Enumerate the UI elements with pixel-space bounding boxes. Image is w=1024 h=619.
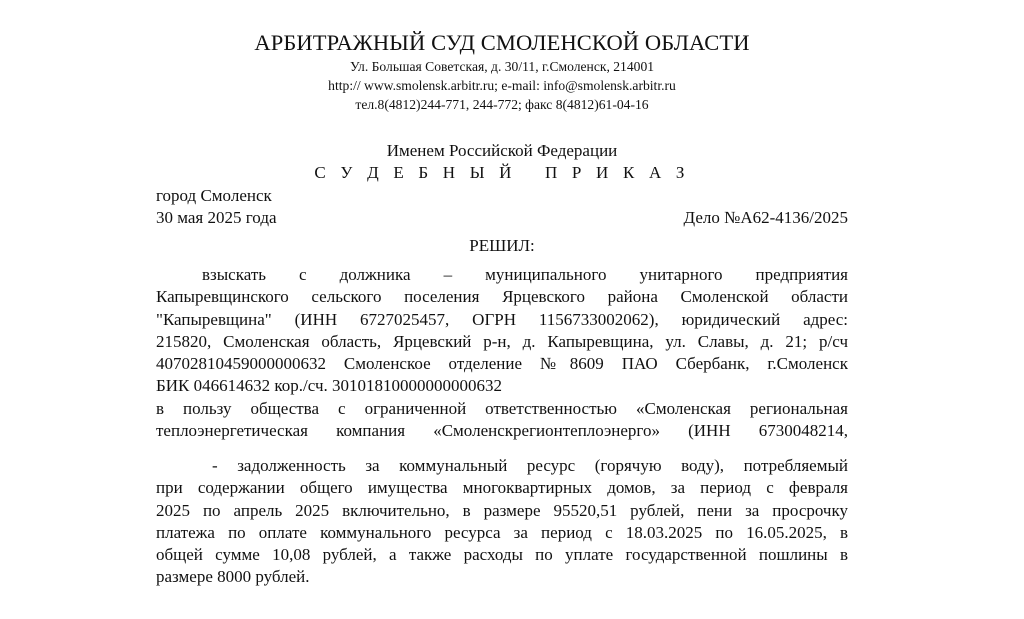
court-web-email: http:// www.smolensk.arbitr.ru; e-mail: info@smolensk.arbitr.ru (328, 78, 676, 93)
paragraph-line: взыскать с должника – муниципального унитарного предприятия (202, 265, 848, 284)
court-name: АРБИТРАЖНЫЙ СУД СМОЛЕНСКОЙ ОБЛАСТИ (254, 30, 750, 55)
paragraph-line: платежа по оплате коммунального ресурса за период с 18.03.2025 по 16.05.2025, в (156, 522, 848, 542)
paragraph-line: БИК 046614632 кор./сч. 30101810000000000632 (156, 376, 503, 396)
paragraph-line: при содержании общего имущества многоквартирных домов, за период с февраля (156, 478, 848, 498)
paragraph-line: в пользу общества с ограниченной ответственностью «Смоленская региональная (156, 398, 848, 418)
court-address: Ул. Большая Советская, д. 30/11, г.Смоленск, 214001 (349, 59, 655, 74)
paragraph-line: общей сумме 10,08 рублей, а также расходы по уплате государственной пошлины в (156, 545, 848, 565)
debtor-paragraph (156, 264, 848, 442)
city: город Смоленск (156, 186, 272, 205)
paragraph-line: "Капыревщина" (ИНН 6727025457, ОГРН 1156733002062), юридический адрес: (156, 309, 848, 329)
paragraph-line: размере 8000 рублей. (156, 567, 310, 587)
decided-heading: РЕШИЛ: (469, 236, 535, 255)
in-name-of-federation: Именем Российской Федерации (386, 141, 618, 160)
document-title: С У Д Е Б Н Ы Й П Р И К А З (314, 163, 690, 182)
court-phones: тел.8(4812)244-771, 244-772; факс 8(4812)61-04-16 (355, 97, 649, 112)
paragraph-line: 215820, Смоленская область, Ярцевский р-н, д. Капыревщина, ул. Славы, д. 21; р/сч (156, 331, 848, 351)
paragraph-line: Капыревщинского сельского поселения Ярцевского района Смоленской области (156, 287, 848, 307)
case-number: Дело №А62-4136/2025 (683, 208, 848, 227)
paragraph-line: - задолженность за коммунальный ресурс (горячую воду), потребляемый (212, 456, 848, 475)
debt-paragraph (156, 455, 848, 589)
paragraph-line: 40702810459000000632 Смоленское отделение №8609 ПАО Сбербанк, г.Смоленск (156, 354, 848, 374)
paragraph-line: теплоэнергетическая компания «Смоленскрегионтеплоэнерго» (ИНН 6730048214, (156, 421, 848, 441)
paragraph-line: 2025 по апрель 2025 включительно, в размере 95520,51 рублей, пени за просрочку (156, 500, 848, 520)
order-date: 30 мая 2025 года (156, 208, 277, 227)
